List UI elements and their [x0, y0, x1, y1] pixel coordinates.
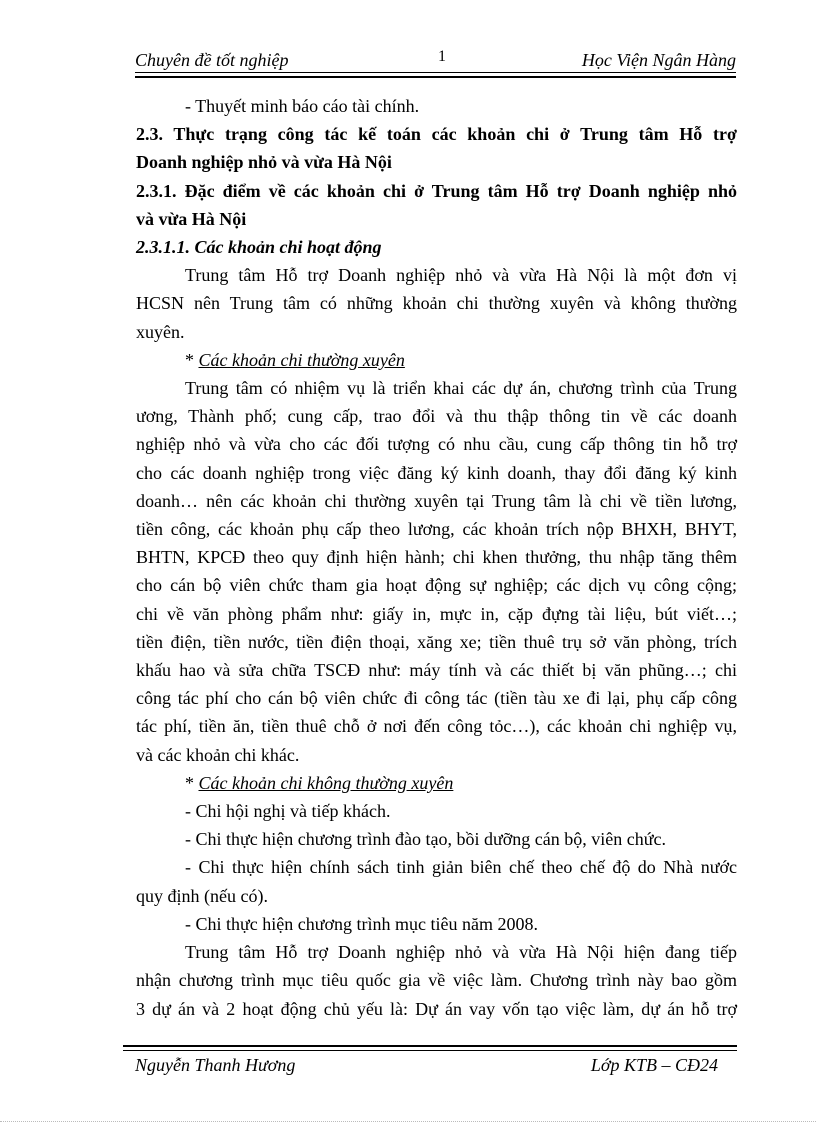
footer-rule-thin [123, 1050, 737, 1051]
header-right: Học Viện Ngân Hàng [581, 50, 736, 70]
paragraph-line: khấu hao và sửa chữa TSCĐ như: máy tính và các thiết bị văn phũng…; chi [136, 660, 737, 681]
page-header [135, 48, 736, 72]
list-item: - Chi thực hiện chương trình mục tiêu năm 2008. [185, 913, 538, 934]
header-rule-thick [135, 76, 736, 78]
paragraph-line: Trung tâm Hỗ trợ Doanh nghiệp nhỏ và vừa Hà Nội là một đơn vị [185, 265, 737, 286]
paragraph-line: tiền công, các khoản phụ cấp theo lương, các khoản trích nộp BHXH, BHYT, [136, 519, 737, 540]
heading-2-3: 2.3. Thực trạng công tác kế toán các khoản chi ở Trung tâm Hỗ trợ [136, 124, 737, 145]
page-edge-dotted [0, 1121, 816, 1122]
heading-2-3-1: 2.3.1. Đặc điểm về các khoản chi ở Trung tâm Hỗ trợ Doanh nghiệp nhỏ [136, 180, 737, 201]
paragraph-line: BHTN, KPCĐ theo quy định hiện hành; chi khen thưởng, thu nhập tăng thêm [136, 547, 737, 568]
footer-class: Lớp KTB – CĐ24 [590, 1055, 718, 1075]
subheading-irregular-text: Các khoản chi không thường xuyên [198, 772, 454, 793]
header-left: Chuyên đề tốt nghiệp [135, 50, 289, 70]
subheading-regular [136, 346, 737, 374]
list-item: - Chi thực hiện chương trình đào tạo, bồi dưỡng cán bộ, viên chức. [185, 829, 666, 850]
header-rule-thin [135, 72, 736, 73]
paragraph-line: doanh… nên các khoản chi thường xuyên tại Trung tâm là chi về tiền lương, [136, 490, 737, 511]
paragraph-line: nhận chương trình mục tiêu quốc gia về việc làm. Chương trình này bao gồm [136, 970, 737, 991]
heading-2-3-1-1: 2.3.1.1. Các khoản chi hoạt động [136, 237, 382, 258]
subheading-irregular [136, 769, 737, 797]
footer-author: Nguyễn Thanh Hương [135, 1055, 296, 1075]
page-number: 1 [438, 48, 446, 65]
subheading-star: * [185, 349, 199, 370]
paragraph-line: xuyên. [136, 321, 185, 342]
list-item: - Chi hội nghị và tiếp khách. [185, 801, 391, 822]
heading-2-3-cont: Doanh nghiệp nhỏ và vừa Hà Nội [136, 152, 392, 173]
bullet-line: - Thuyết minh báo cáo tài chính. [185, 96, 420, 116]
paragraph-line: chi về văn phòng phẩm như: giấy in, mực in, cặp đựng tài liệu, bút viết…; [136, 603, 737, 624]
paragraph-line: HCSN nên Trung tâm có những khoản chi thường xuyên và không thường [136, 293, 737, 314]
footer-rule-thick [123, 1045, 737, 1047]
paragraph-line: nghiệp nhỏ và vừa cho các đối tượng có nhu cầu, cung cấp thông tin hỗ trợ [136, 434, 737, 455]
document-body [136, 92, 737, 1023]
paragraph-line: công tác phí cho cán bộ viên chức đi công tác (tiền tàu xe đi lại, phụ cấp công [136, 688, 737, 709]
paragraph-line: và các khoản chi khác. [136, 744, 300, 765]
list-item: - Chi thực hiện chính sách tinh giản biên chế theo chế độ do Nhà nước [185, 857, 737, 878]
subheading-regular-text: Các khoản chi thường xuyên [198, 349, 405, 370]
paragraph-line: tác phí, tiền ăn, tiền thuê chỗ ở nơi đến công tỏc…), các khoản chi nghiệp vụ, [136, 716, 737, 737]
list-item-cont: quy định (nếu có). [136, 885, 268, 906]
paragraph-line: 3 dự án và 2 hoạt động chủ yếu là: Dự án vay vốn tạo việc làm, dự án hỗ trợ [136, 998, 737, 1019]
paragraph-line: ương, Thành phố; cung cấp, trao đổi và thu thập thông tin về các doanh [136, 406, 737, 427]
paragraph-line: cho cán bộ viên chức tham gia hoạt động sự nghiệp; các dịch vụ công cộng; [136, 575, 737, 596]
subheading-star: * [185, 772, 199, 793]
paragraph-line: tiền điện, tiền nước, tiền điện thoại, xăng xe; tiền thuê trụ sở văn phòng, trích [136, 631, 737, 652]
paragraph-line: Trung tâm Hỗ trợ Doanh nghiệp nhỏ và vừa Hà Nội hiện đang tiếp [185, 942, 737, 963]
paragraph-line: cho các doanh nghiệp trong việc đăng ký kinh doanh, thay đổi đăng ký kinh [136, 462, 737, 483]
paragraph-line: Trung tâm có nhiệm vụ là triển khai các dự án, chương trình của Trung [185, 378, 737, 399]
heading-2-3-1-cont: và vừa Hà Nội [136, 208, 247, 229]
